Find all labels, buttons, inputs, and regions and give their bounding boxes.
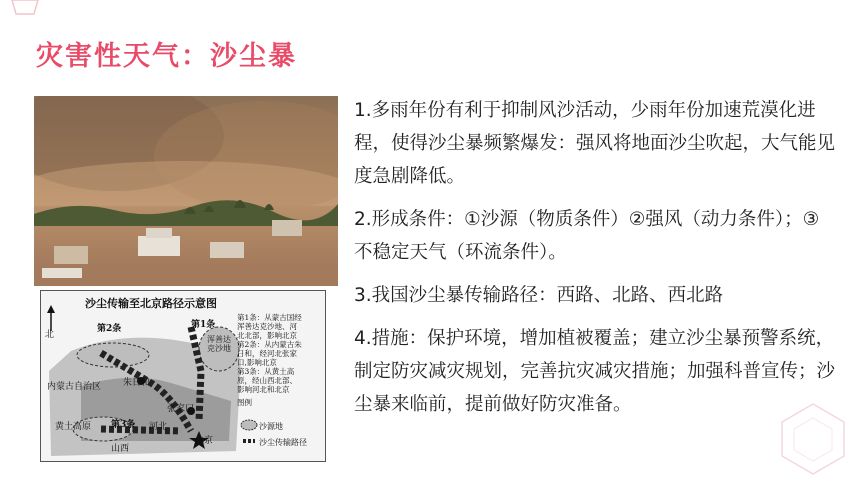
point-2: 2.形成条件：①沙源（物质条件）②强风（动力条件）；③不稳定天气（环流条件）。 <box>354 209 820 263</box>
dust-route-map <box>40 290 326 462</box>
hexagon-outline-icon <box>778 402 848 476</box>
zhurihe-label: 朱日和 <box>123 378 151 388</box>
map-legend <box>237 313 321 407</box>
corner-hexagon-icon <box>8 0 42 20</box>
legend-line: 口,影响北京 <box>237 358 277 367</box>
point-4: 4.措施：保护环境，增加植被覆盖；建立沙尘暴预警系统，制定防灾减灾规划，完善抗灾减灾措施；加强科普宣传；沙尘暴来临前，提前做好防灾准备。 <box>354 328 836 415</box>
point-3: 3.我国沙尘暴传输路径：西路、北路、西北路 <box>354 285 724 306</box>
legend-title: 图例 <box>237 398 252 407</box>
north-label: 北 <box>45 330 55 340</box>
legend-line: 日和，经河北张家 <box>237 349 297 358</box>
shanxi-label: 山西 <box>111 444 130 454</box>
legend-line: 影响河北和北京 <box>237 385 290 394</box>
slide-title: 灾害性天气：沙尘暴 <box>36 41 297 72</box>
sandstorm-photo <box>34 96 338 286</box>
legend-line: 北北部，影响北京 <box>237 331 297 340</box>
route2-label: 第2条 <box>97 324 122 334</box>
map-title: 沙尘传输至北京路径示意图 <box>85 297 217 310</box>
inner-mongolia-label: 内蒙古自治区 <box>47 382 102 392</box>
route3-label: 第3条 <box>111 420 136 430</box>
legend-route-label: 沙尘传输路径 <box>259 438 307 447</box>
legend-line: 第3条：从黄土高 <box>237 367 295 376</box>
content-text <box>354 94 836 431</box>
legend-source-label: 沙源地 <box>259 422 283 431</box>
legend-line: 第1条：从蒙古国经 <box>237 313 302 322</box>
legend-line: 浑善达克沙地、河 <box>237 322 297 331</box>
legend-line: 第2条：从内蒙古朱 <box>237 340 302 349</box>
legend-line: 原，经山西北部、 <box>237 376 297 385</box>
hebei-label: 河北 <box>149 422 168 432</box>
loess-label: 黄土高原 <box>55 422 92 432</box>
point-1: 1.多雨年份有利于抑制风沙活动，少雨年份加速荒漠化进程，使得沙尘暴频繁爆发：强风将地面沙尘吹起，大气能见度急剧降低。 <box>354 100 836 187</box>
zhangjiakou-label: 张家口 <box>167 404 195 414</box>
route1-label: 第1条 <box>191 320 216 330</box>
hunshandake-label: 浑善达克沙地 <box>207 335 231 353</box>
beijing-label: 北京 <box>195 436 214 446</box>
